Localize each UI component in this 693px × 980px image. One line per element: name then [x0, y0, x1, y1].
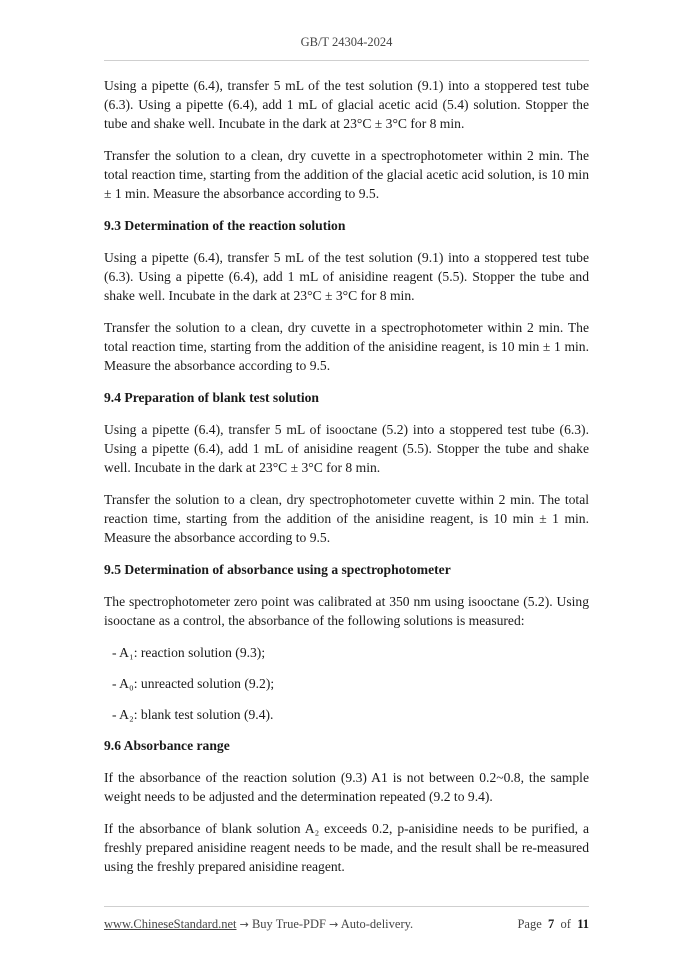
paragraph: If the absorbance of blank solution A₂ exceeds 0.2, p-anisidine needs to be purified, a freshly prepared anisidine reagent needs to be made, and the result shall be re-measured using the freshly prepared anisidine reagent.: [104, 821, 589, 874]
arrow-right-icon: →: [329, 918, 339, 931]
section-heading-9-3: 9.3 Determination of the reaction solution: [104, 218, 346, 233]
page-indicator: [517, 917, 589, 932]
section-heading-9-5: 9.5 Determination of absorbance using a spectrophotometer: [104, 562, 451, 577]
paragraph: The spectrophotometer zero point was calibrated at 350 nm using isooctane (5.2). Using isooctane as a control, the absorbance of the following solutions is measured:: [104, 594, 589, 628]
document-id: GB/T 24304-2024: [300, 35, 393, 49]
paragraph: Transfer the solution to a clean, dry cuvette in a spectrophotometer within 2 min. The total reaction time, starting from the addition of the glacial acetic acid solution, is 10 min ± 1 min. Measure the absorbance according to 9.5.: [104, 148, 589, 201]
delivery-text: Auto-delivery.: [338, 917, 414, 931]
list-item: - A₀: unreacted solution (9.2);: [112, 676, 275, 691]
paragraph: If the absorbance of the reaction solution (9.3) A1 is not between 0.2~0.8, the sample weight needs to be adjusted and the determination repeated (9.2 to 9.4).: [104, 770, 589, 804]
header-divider: [104, 60, 589, 61]
list-item: - A₂: blank test solution (9.4).: [112, 707, 274, 722]
paragraph: Transfer the solution to a clean, dry spectrophotometer cuvette within 2 min. The total reaction time, starting from the addition of the anisidine reagent, is 10 min ± 1 min. Measure the absorbance according to 9.5.: [104, 492, 589, 545]
document-body: [104, 76, 589, 889]
of-label: of: [560, 917, 571, 931]
page-number: 7: [548, 917, 555, 931]
footer-promo: [104, 917, 413, 931]
section-heading-9-4: 9.4 Preparation of blank test solution: [104, 390, 319, 405]
page-label: Page: [517, 917, 542, 931]
website-link[interactable]: www.ChineseStandard.net: [104, 917, 237, 931]
buy-text: Buy True-PDF: [248, 917, 330, 931]
footer-divider: [104, 906, 589, 907]
paragraph: Using a pipette (6.4), transfer 5 mL of the test solution (9.1) into a stoppered test tube (6.3). Using a pipette (6.4), add 1 mL of anisidine reagent (5.5). Stopper the tube and shake well. Incubate in the dark at 23°C ± 3°C for 8 min.: [104, 250, 589, 303]
paragraph: Transfer the solution to a clean, dry cuvette in a spectrophotometer within 2 min. The total reaction time, starting from the addition of the anisidine reagent, is 10 min ± 1 min. Measure the absorbance according to 9.5.: [104, 320, 589, 373]
page-total: 11: [577, 917, 589, 931]
document-footer: [104, 917, 589, 932]
arrow-right-icon: →: [239, 918, 249, 931]
document-header: [0, 35, 693, 50]
paragraph: Using a pipette (6.4), transfer 5 mL of the test solution (9.1) into a stoppered test tube (6.3). Using a pipette (6.4), add 1 mL of glacial acetic acid (5.4) solution. Stopper the tube and shake well. Incubate in the dark at 23°C ± 3°C for 8 min.: [104, 78, 589, 131]
list-item: - A₁: reaction solution (9.3);: [112, 645, 266, 660]
section-heading-9-6: 9.6 Absorbance range: [104, 738, 230, 753]
paragraph: Using a pipette (6.4), transfer 5 mL of isooctane (5.2) into a stoppered test tube (6.3). Using a pipette (6.4), add 1 mL of anisidine reagent (5.5). Stopper the tube and shake well. Incubate in the dark at 23°C ± 3°C for 8 min.: [104, 422, 589, 475]
